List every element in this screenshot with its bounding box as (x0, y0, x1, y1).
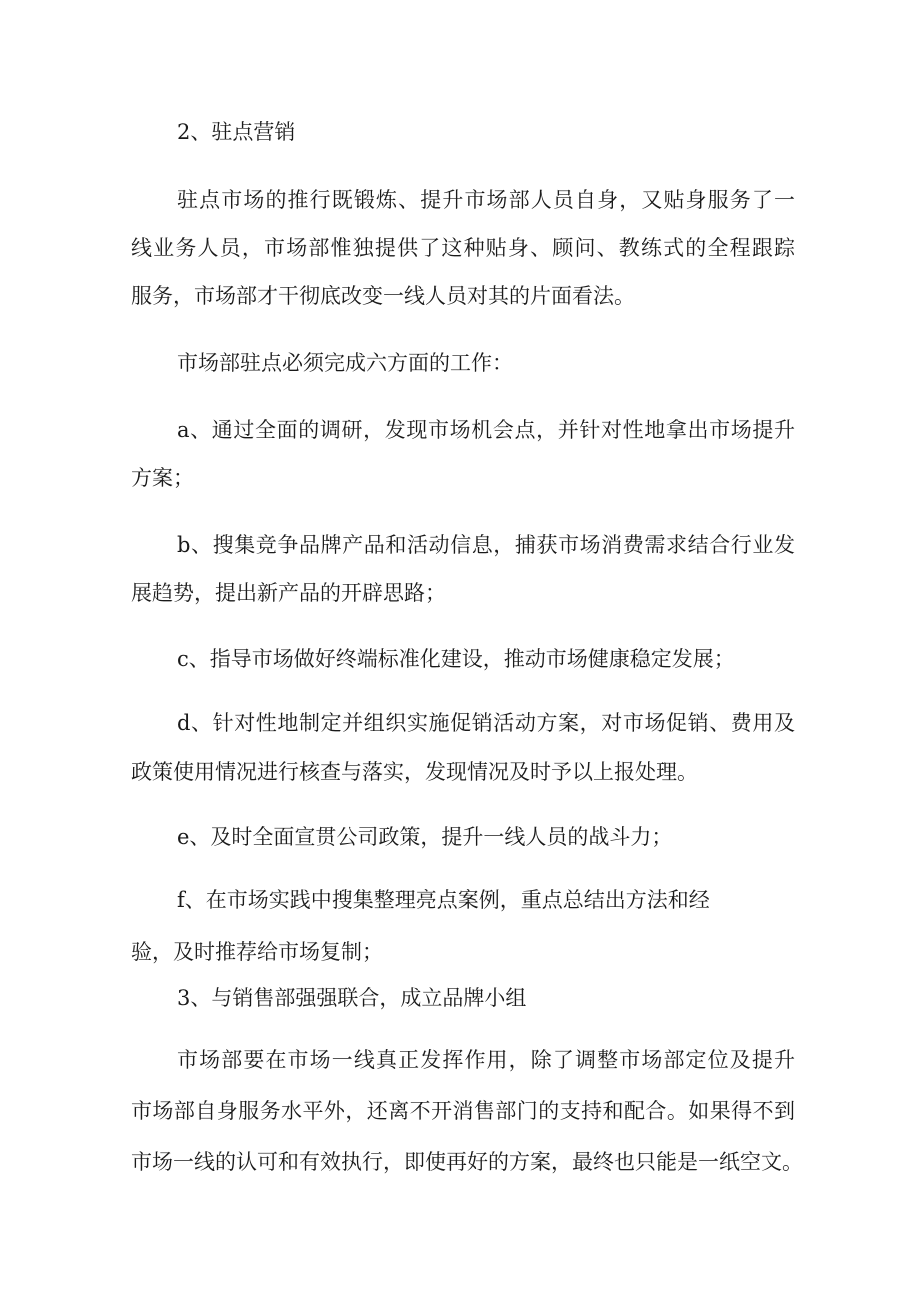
paragraph-2: 市场部驻点必须完成六方面的工作： (177, 351, 513, 375)
item-a-line-1: a、通过全面的调研，发现市场机会点，并针对性地拿出市场提升 (177, 418, 795, 442)
item-f-line-2: 验，及时推荐给市场复制； (131, 940, 383, 964)
item-b-line-1: b、搜集竞争品牌产品和活动信息，捕获市场消费需求结合行业发 (177, 533, 795, 557)
item-b-line-2: 展趋势，提出新产品的开辟思路； (131, 581, 446, 605)
item-d-line-1: d、针对性地制定并组织实施促销活动方案，对市场促销、费用及 (177, 711, 795, 735)
item-c: c、指导市场做好终端标准化建设，推动市场健康稳定发展； (177, 647, 735, 671)
section-heading-2: 2、驻点营销 (177, 120, 296, 144)
paragraph-3-line-2: 市场部自身服务水平外，还离不开消售部门的支持和配合。如果得不到 (131, 1099, 795, 1123)
paragraph-1-line-3: 服务，市场部才干彻底改变一线人员对其的片面看法。 (131, 284, 635, 308)
item-e: e、及时全面宣贯公司政策，提升一线人员的战斗力； (177, 825, 673, 849)
paragraph-3-line-3: 市场一线的认可和有效执行，即使再好的方案，最终也只能是一纸空文。 (131, 1150, 803, 1174)
item-d-line-2: 政策使用情况进行核查与落实，发现情况及时予以上报处理。 (131, 760, 698, 784)
item-a-line-2: 方案； (131, 466, 194, 490)
paragraph-1-line-1: 驻点市场的推行既锻炼、提升市场部人员自身，又贴身服务了一 (177, 188, 795, 212)
paragraph-3-line-1: 市场部要在市场一线真正发挥作用，除了调整市场部定位及提升 (177, 1048, 795, 1072)
item-f-line-1: f、在市场实践中搜集整理亮点案例，重点总结出方法和经 (177, 888, 710, 912)
section-heading-3: 3、与销售部强强联合，成立品牌小组 (177, 986, 527, 1010)
paragraph-1-line-2: 线业务人员，市场部惟独提供了这种贴身、顾问、教练式的全程跟踪 (131, 236, 795, 260)
